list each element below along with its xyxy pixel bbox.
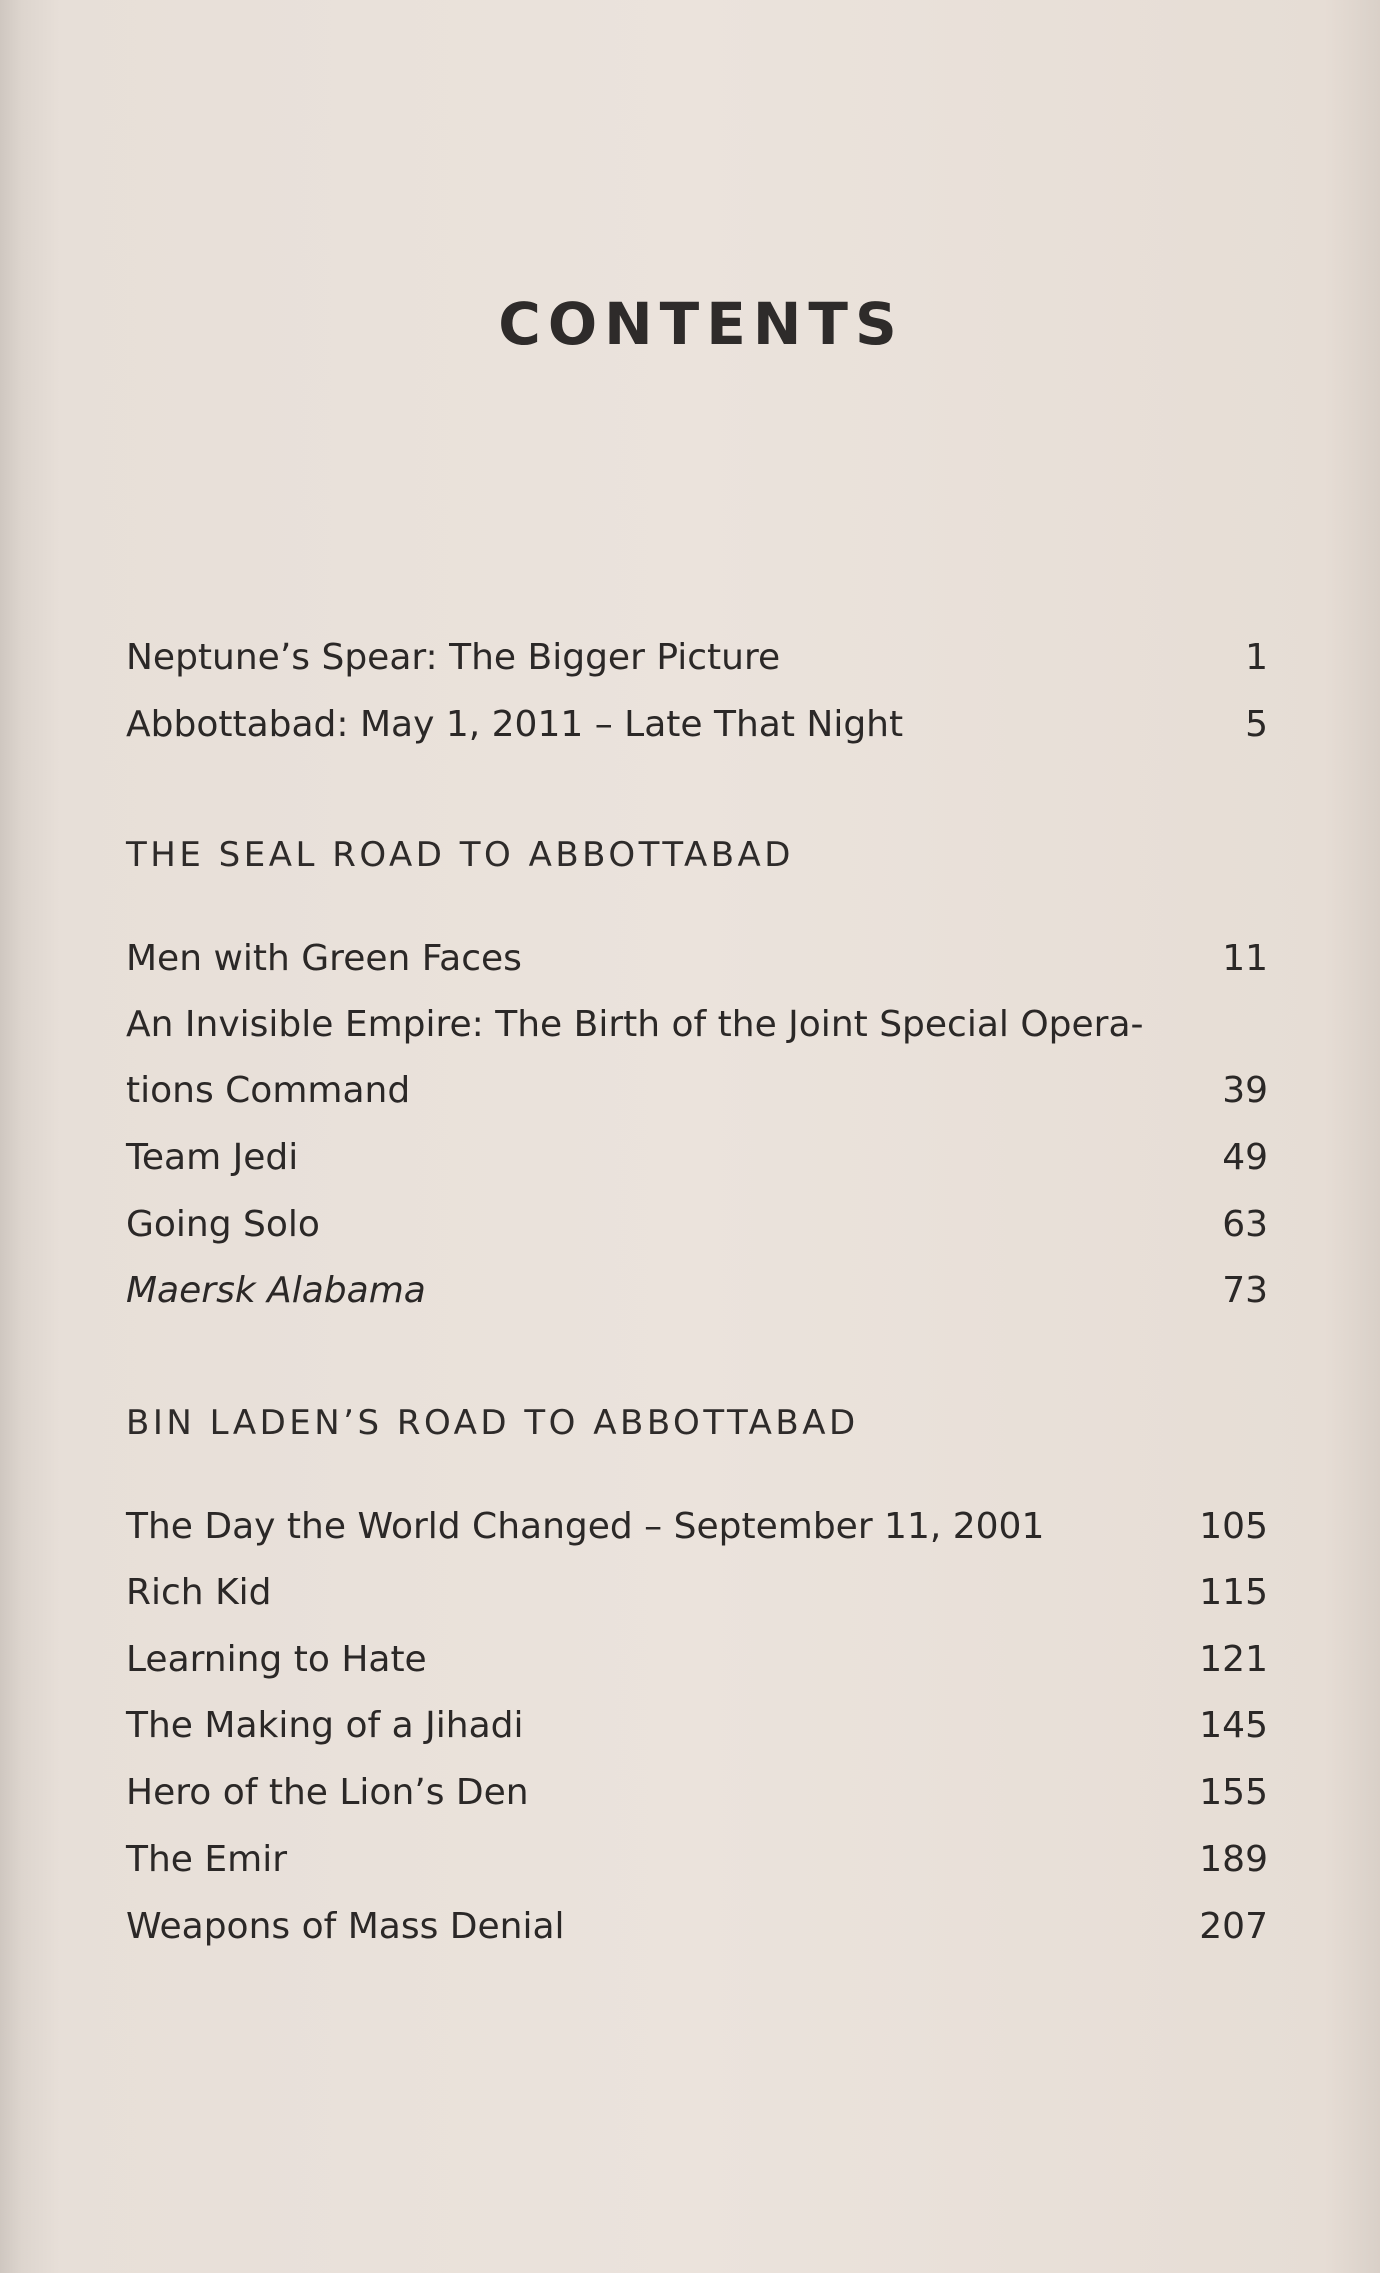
toc-entry <box>126 1133 1268 1183</box>
toc-entry <box>126 1502 1268 1552</box>
toc-entry-page: 145 <box>1199 1705 1268 1746</box>
toc-entry-page: 207 <box>1199 1906 1268 1947</box>
toc-entry-title: The Making of a Jihadi <box>126 1705 524 1746</box>
toc-entry-title: tions Command <box>126 1070 411 1111</box>
toc-entry-page: 105 <box>1199 1506 1268 1547</box>
toc-entry <box>126 1835 1268 1885</box>
toc-entry <box>126 1635 1268 1685</box>
toc-entry <box>126 934 1268 984</box>
section-heading: THE SEAL ROAD TO ABBOTTABAD <box>126 835 794 875</box>
toc-entry-title: Hero of the Lion’s Den <box>126 1772 529 1813</box>
section-heading: BIN LADEN’S ROAD TO ABBOTTABAD <box>126 1403 859 1443</box>
toc-entry <box>126 1768 1268 1818</box>
toc-entry <box>126 1701 1268 1751</box>
toc-entry-title: Weapons of Mass Denial <box>126 1906 565 1947</box>
toc-entry-title: Going Solo <box>126 1204 320 1245</box>
toc-entry-page: 39 <box>1222 1070 1268 1111</box>
toc-entry <box>126 1000 1268 1050</box>
toc-entry-page: 5 <box>1245 704 1268 745</box>
toc-entry-page: 63 <box>1222 1204 1268 1245</box>
toc-entry-title: Team Jedi <box>126 1137 299 1178</box>
toc-entry-page: 1 <box>1245 637 1268 678</box>
toc-entry <box>126 1066 1268 1116</box>
page-title: CONTENTS <box>498 290 904 358</box>
toc-entry-title: Men with Green Faces <box>126 938 522 979</box>
toc-entry <box>126 1200 1268 1250</box>
toc-entry <box>126 1568 1268 1618</box>
toc-entry <box>126 1266 1268 1316</box>
toc-entry-title: Rich Kid <box>126 1572 272 1613</box>
toc-entry-title: Learning to Hate <box>126 1639 427 1680</box>
toc-entry-page: 115 <box>1199 1572 1268 1613</box>
toc-entry-page: 11 <box>1222 938 1268 979</box>
toc-entry-title: Abbottabad: May 1, 2011 – Late That Night <box>126 704 904 745</box>
toc-entry-title: The Day the World Changed – September 11, 2001 <box>126 1506 1045 1547</box>
toc-entry-page: 49 <box>1222 1137 1268 1178</box>
toc-entry <box>126 1902 1268 1952</box>
toc-entry-title: The Emir <box>126 1839 288 1880</box>
toc-entry-title: Neptune’s Spear: The Bigger Picture <box>126 637 781 678</box>
toc-entry-title: Maersk Alabama <box>126 1270 426 1311</box>
toc-entry <box>126 700 1268 750</box>
toc-entry <box>126 633 1268 683</box>
toc-entry-title: An Invisible Empire: The Birth of the Joint Special Opera- <box>126 1004 1144 1045</box>
toc-entry-page: 189 <box>1199 1839 1268 1880</box>
toc-entry-page: 73 <box>1222 1270 1268 1311</box>
toc-entry-page: 121 <box>1199 1639 1268 1680</box>
toc-entry-page: 155 <box>1199 1772 1268 1813</box>
